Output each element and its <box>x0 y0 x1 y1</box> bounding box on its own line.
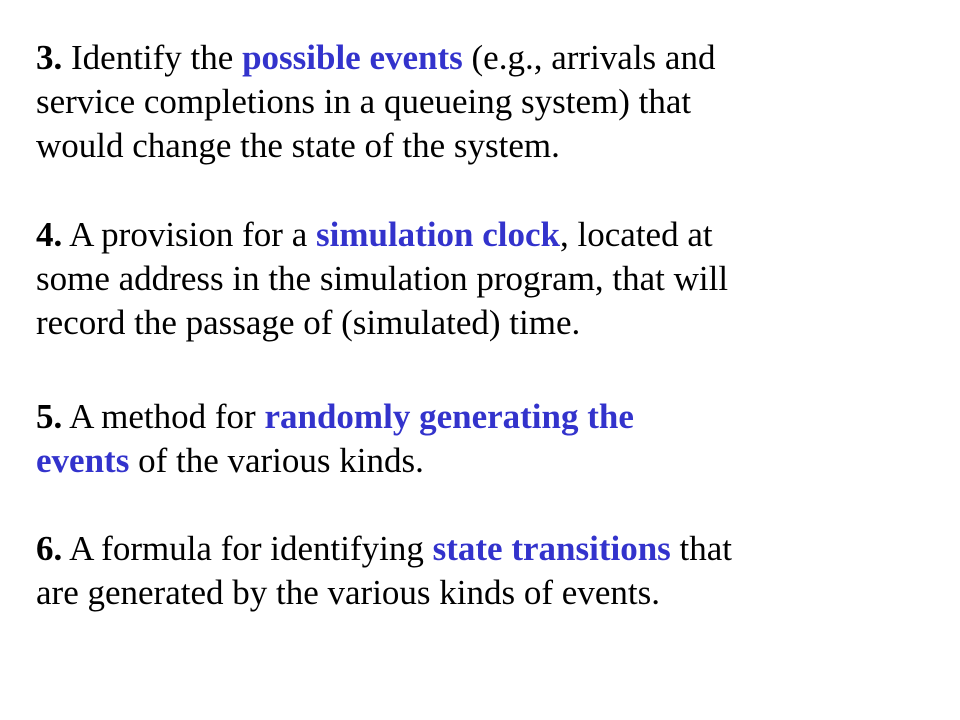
item-6-number: 6. <box>36 529 63 568</box>
item-5-text-a: A method for <box>62 397 265 436</box>
item-3 <box>36 36 936 168</box>
item-6-text-b: that <box>670 529 733 568</box>
item-5-highlight-2: events <box>36 441 130 480</box>
item-5 <box>36 395 936 483</box>
item-6-line-2: are generated by the various kinds of events. <box>36 573 660 612</box>
item-4 <box>36 213 936 345</box>
item-6 <box>36 527 936 615</box>
item-4-highlight: simulation clock <box>315 215 561 254</box>
item-3-highlight: possible events <box>242 38 463 77</box>
item-5-text-b: of the various kinds. <box>129 441 424 480</box>
item-4-text-b: , located at <box>560 215 713 254</box>
item-4-text-a: A provision for a <box>62 215 316 254</box>
item-4-line-3: record the passage of (simulated) time. <box>36 303 581 342</box>
item-6-text-a: A formula for identifying <box>62 529 433 568</box>
item-3-line-3: would change the state of the system. <box>36 126 560 165</box>
item-5-highlight: randomly generating the <box>264 397 634 436</box>
item-4-line-2: some address in the simulation program, that will <box>36 259 729 298</box>
item-3-line-2: service completions in a queueing system) that <box>36 82 692 121</box>
item-3-number: 3. <box>36 38 63 77</box>
item-5-number: 5. <box>36 397 63 436</box>
item-6-highlight: state transitions <box>432 529 671 568</box>
item-3-text-b: (e.g., arrivals and <box>462 38 716 77</box>
item-3-text-a: Identify the <box>62 38 243 77</box>
item-4-number: 4. <box>36 215 63 254</box>
